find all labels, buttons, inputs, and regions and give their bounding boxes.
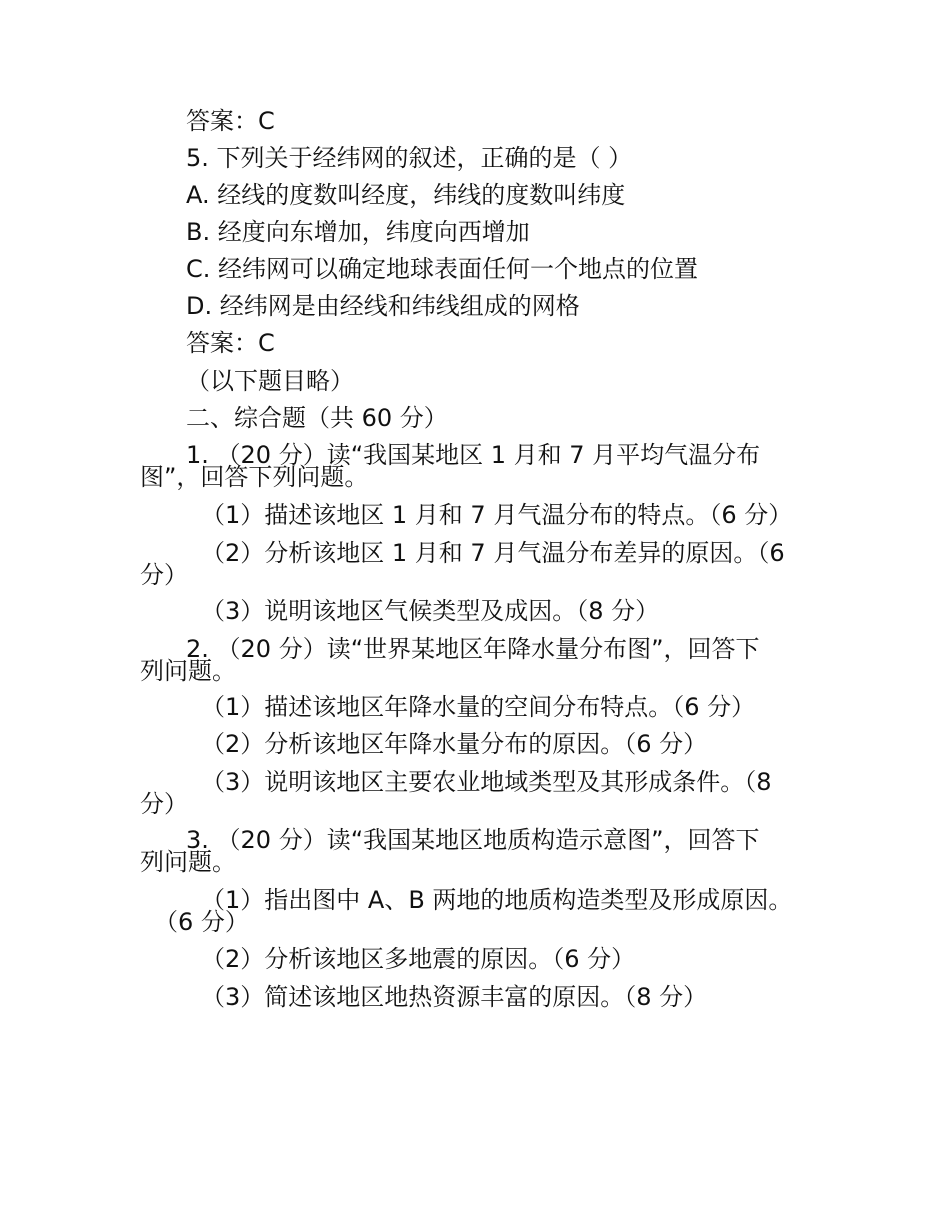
question-2-part-3-wrap: 分） xyxy=(140,790,188,818)
question-3-part-1-wrap: （6 分） xyxy=(154,908,249,936)
option-d: D. 经纬网是由经线和纬线组成的网格 xyxy=(186,292,580,320)
question-2: 2. （20 分）读“世界某地区年降水量分布图”，回答下 xyxy=(186,635,760,663)
question-1-wrap: 图”，回答下列问题。 xyxy=(140,463,369,491)
option-a: A. 经线的度数叫经度，纬线的度数叫纬度 xyxy=(186,181,626,209)
question-3-wrap: 列问题。 xyxy=(140,848,236,876)
question-1: 1. （20 分）读“我国某地区 1 月和 7 月平均气温分布 xyxy=(186,441,761,469)
question-2-part-2: （2）分析该地区年降水量分布的原因。（6 分） xyxy=(201,730,708,758)
question-3-part-1: （1）指出图中 A、B 两地的地质构造类型及形成原因。 xyxy=(201,886,793,914)
question-2-wrap: 列问题。 xyxy=(140,657,236,685)
answer-line: 答案：C xyxy=(186,329,275,357)
question-3-part-2: （2）分析该地区多地震的原因。（6 分） xyxy=(201,945,636,973)
answer-line: 答案：C xyxy=(186,107,275,135)
question-1-part-2-wrap: 分） xyxy=(140,561,188,589)
question-2-part-1: （1）描述该地区年降水量的空间分布特点。（6 分） xyxy=(201,693,756,721)
question-1-part-1: （1）描述该地区 1 月和 7 月气温分布的特点。（6 分） xyxy=(201,501,793,529)
question-2-part-3: （3）说明该地区主要农业地域类型及其形成条件。（8 xyxy=(201,768,772,796)
omitted-note: （以下题目略） xyxy=(186,367,354,395)
question-3: 3. （20 分）读“我国某地区地质构造示意图”，回答下 xyxy=(186,826,760,854)
option-c: C. 经纬网可以确定地球表面任何一个地点的位置 xyxy=(186,255,699,283)
question-5: 5. 下列关于经纬网的叙述，正确的是（ ） xyxy=(186,144,633,172)
question-1-part-2: （2）分析该地区 1 月和 7 月气温分布差异的原因。（6 xyxy=(201,539,785,567)
option-b: B. 经度向东增加，纬度向西增加 xyxy=(186,218,530,246)
question-3-part-3: （3）简述该地区地热资源丰富的原因。（8 分） xyxy=(201,983,708,1011)
section-heading: 二、综合题（共 60 分） xyxy=(186,404,448,432)
question-1-part-3: （3）说明该地区气候类型及成因。（8 分） xyxy=(201,597,660,625)
